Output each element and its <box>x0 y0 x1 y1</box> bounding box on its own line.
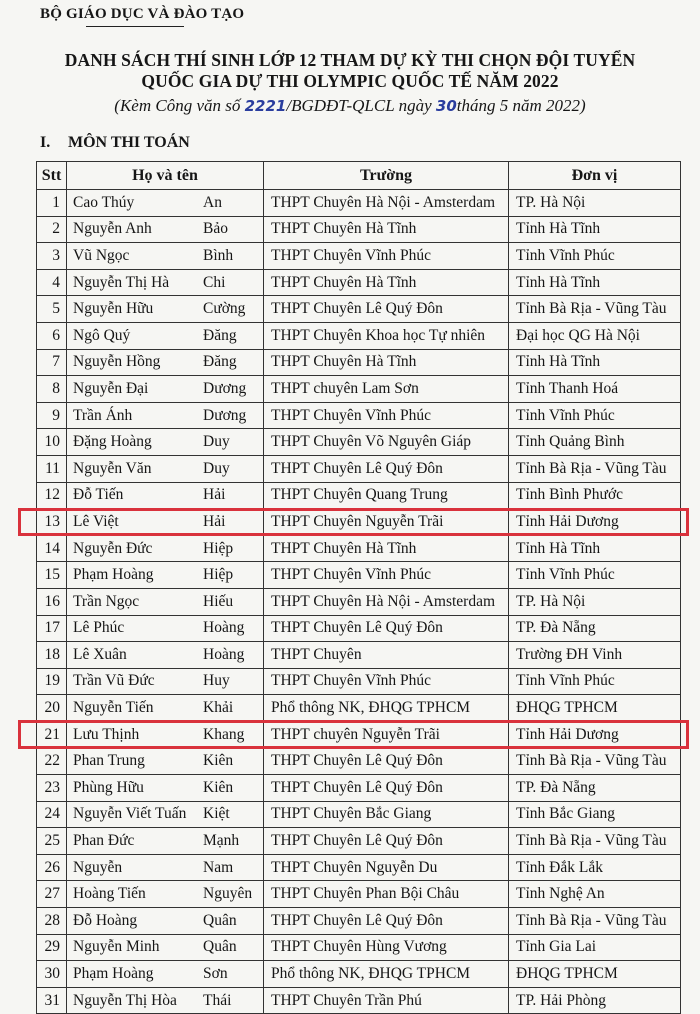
cell-stt: 24 <box>37 801 67 828</box>
cell-given-name: Sơn <box>203 965 228 983</box>
cell-unit: Tỉnh Hà Tĩnh <box>509 269 681 296</box>
cell-name <box>67 216 264 243</box>
candidate-table <box>36 161 681 1014</box>
cell-given-name: Chi <box>203 273 226 291</box>
cell-name <box>67 934 264 961</box>
table-row <box>37 668 681 695</box>
cell-name <box>67 987 264 1014</box>
cell-unit: Tỉnh Bà Rịa - Vũng Tàu <box>509 748 681 775</box>
cell-name <box>67 509 264 536</box>
cell-family-name: Nguyễn Thị Hà <box>73 273 170 291</box>
cell-stt: 31 <box>37 987 67 1014</box>
cell-unit: Tỉnh Thanh Hoá <box>509 376 681 403</box>
cell-stt: 9 <box>37 402 67 429</box>
table-row <box>37 376 681 403</box>
table-row <box>37 828 681 855</box>
cell-family-name: Nguyễn Văn <box>73 459 152 477</box>
cell-stt: 28 <box>37 908 67 935</box>
cell-family-name: Nguyễn Anh <box>73 220 152 238</box>
cell-stt: 25 <box>37 828 67 855</box>
table-row <box>37 322 681 349</box>
cell-school: THPT Chuyên Lê Quý Đôn <box>264 775 509 802</box>
cell-unit: Tỉnh Quảng Bình <box>509 429 681 456</box>
cell-unit: Tỉnh Bà Rịa - Vũng Tàu <box>509 455 681 482</box>
cell-given-name: Hoàng <box>203 645 245 663</box>
cell-name <box>67 402 264 429</box>
cell-stt: 2 <box>37 216 67 243</box>
cell-family-name: Phan Đức <box>73 832 135 850</box>
cell-family-name: Trần Ngọc <box>73 592 140 610</box>
cell-school: THPT Chuyên Lê Quý Đôn <box>264 615 509 642</box>
table-row <box>37 934 681 961</box>
table-row <box>37 535 681 562</box>
cell-family-name: Phạm Hoàng <box>73 566 154 584</box>
cell-family-name: Phạm Hoàng <box>73 965 154 983</box>
cell-unit: Đại học QG Hà Nội <box>509 322 681 349</box>
ministry-underline <box>86 26 184 27</box>
cell-school: THPT Chuyên Hà Tĩnh <box>264 216 509 243</box>
cell-given-name: Kiên <box>203 752 234 770</box>
cell-school: THPT Chuyên Hà Tĩnh <box>264 349 509 376</box>
cell-stt: 27 <box>37 881 67 908</box>
cell-family-name: Đặng Hoàng <box>73 433 152 451</box>
cell-stt: 6 <box>37 322 67 349</box>
cell-unit: TP. Hải Phòng <box>509 987 681 1014</box>
ministry-name: BỘ GIÁO DỤC VÀ ĐÀO TẠO <box>40 6 245 22</box>
cell-given-name: Khải <box>203 699 234 717</box>
table-row <box>37 349 681 376</box>
cell-name <box>67 695 264 722</box>
table-row <box>37 642 681 669</box>
table-row <box>37 854 681 881</box>
handwritten-day: 30 <box>435 97 457 115</box>
cell-given-name: Đăng <box>203 326 237 344</box>
cell-unit: Tỉnh Bình Phước <box>509 482 681 509</box>
cell-family-name: Phan Trung <box>73 752 145 770</box>
cell-family-name: Trần Vũ Đức <box>73 672 155 690</box>
cell-stt: 8 <box>37 376 67 403</box>
cell-name <box>67 243 264 270</box>
table-row <box>37 296 681 323</box>
table-row <box>37 243 681 270</box>
cell-unit: Tỉnh Bắc Giang <box>509 801 681 828</box>
table-row <box>37 695 681 722</box>
table-row <box>37 721 681 748</box>
cell-family-name: Nguyễn Thị Hòa <box>73 991 177 1009</box>
cell-name <box>67 801 264 828</box>
cell-stt: 14 <box>37 535 67 562</box>
cell-given-name: Cường <box>203 300 246 318</box>
cell-unit: Tỉnh Bà Rịa - Vũng Tàu <box>509 828 681 855</box>
cell-stt: 23 <box>37 775 67 802</box>
cell-name <box>67 721 264 748</box>
section-heading <box>40 134 190 152</box>
table-row <box>37 455 681 482</box>
document-subtitle <box>0 96 700 116</box>
cell-family-name: Lê Việt <box>73 512 119 530</box>
handwritten-number: 2221 <box>244 97 287 115</box>
table-row <box>37 588 681 615</box>
cell-family-name: Vũ Ngọc <box>73 246 130 264</box>
cell-school: THPT Chuyên Lê Quý Đôn <box>264 748 509 775</box>
cell-school: THPT Chuyên Nguyễn Du <box>264 854 509 881</box>
cell-unit: ĐHQG TPHCM <box>509 695 681 722</box>
table-row <box>37 562 681 589</box>
table-row <box>37 987 681 1014</box>
cell-stt: 10 <box>37 429 67 456</box>
cell-given-name: Duy <box>203 459 230 477</box>
cell-family-name: Hoàng Tiến <box>73 885 146 903</box>
header-school: Trường <box>264 162 509 190</box>
cell-unit: Tỉnh Hà Tĩnh <box>509 216 681 243</box>
cell-given-name: Hiếu <box>203 592 234 610</box>
cell-name <box>67 269 264 296</box>
cell-stt: 26 <box>37 854 67 881</box>
cell-given-name: Mạnh <box>203 832 240 850</box>
cell-stt: 16 <box>37 588 67 615</box>
cell-given-name: Hiệp <box>203 566 234 584</box>
cell-unit: Tỉnh Vĩnh Phúc <box>509 402 681 429</box>
cell-family-name: Nguyễn Minh <box>73 938 160 956</box>
cell-family-name: Cao Thúy <box>73 193 135 211</box>
cell-family-name: Lê Xuân <box>73 645 127 663</box>
cell-family-name: Nguyễn Tiến <box>73 699 154 717</box>
cell-school: THPT Chuyên Võ Nguyên Giáp <box>264 429 509 456</box>
cell-given-name: Hoàng <box>203 619 245 637</box>
cell-school: THPT Chuyên Vĩnh Phúc <box>264 562 509 589</box>
cell-unit: Tỉnh Bà Rịa - Vũng Tàu <box>509 908 681 935</box>
cell-family-name: Đỗ Hoàng <box>73 911 138 929</box>
cell-school: THPT Chuyên Lê Quý Đôn <box>264 296 509 323</box>
cell-name <box>67 455 264 482</box>
cell-family-name: Nguyễn <box>73 858 123 876</box>
cell-name <box>67 482 264 509</box>
table-row <box>37 881 681 908</box>
cell-unit: Tỉnh Hải Dương <box>509 509 681 536</box>
section-number: I. <box>40 134 51 151</box>
cell-school: THPT Chuyên Hà Nội - Amsterdam <box>264 588 509 615</box>
cell-school: Phổ thông NK, ĐHQG TPHCM <box>264 961 509 988</box>
cell-name <box>67 588 264 615</box>
table-header-row <box>37 162 681 190</box>
cell-family-name: Nguyễn Đức <box>73 539 153 557</box>
cell-unit: TP. Hà Nội <box>509 588 681 615</box>
table-row <box>37 801 681 828</box>
cell-family-name: Ngô Quý <box>73 326 131 344</box>
cell-family-name: Nguyễn Hồng <box>73 353 161 371</box>
table-row <box>37 482 681 509</box>
cell-stt: 29 <box>37 934 67 961</box>
cell-name <box>67 322 264 349</box>
cell-name <box>67 828 264 855</box>
cell-given-name: Bình <box>203 246 234 264</box>
cell-name <box>67 854 264 881</box>
cell-unit: Tỉnh Đắk Lắk <box>509 854 681 881</box>
cell-given-name: Huy <box>203 672 230 690</box>
cell-school: THPT Chuyên Bắc Giang <box>264 801 509 828</box>
cell-stt: 22 <box>37 748 67 775</box>
cell-name <box>67 429 264 456</box>
cell-name <box>67 908 264 935</box>
cell-name <box>67 349 264 376</box>
cell-stt: 15 <box>37 562 67 589</box>
cell-family-name: Nguyễn Đại <box>73 379 149 397</box>
cell-name <box>67 376 264 403</box>
cell-school: THPT Chuyên Vĩnh Phúc <box>264 402 509 429</box>
header-stt: Stt <box>37 162 67 190</box>
cell-school: THPT chuyên Lam Sơn <box>264 376 509 403</box>
cell-stt: 13 <box>37 509 67 536</box>
table-body <box>37 190 681 1014</box>
cell-family-name: Lưu Thịnh <box>73 725 140 743</box>
cell-given-name: Kiệt <box>203 805 230 823</box>
document-title-line-1: DANH SÁCH THÍ SINH LỚP 12 THAM DỰ KỲ THI CHỌN ĐỘI TUYỂN <box>64 50 636 70</box>
cell-school: THPT Chuyên Phan Bội Châu <box>264 881 509 908</box>
cell-stt: 30 <box>37 961 67 988</box>
cell-school: THPT Chuyên Lê Quý Đôn <box>264 828 509 855</box>
cell-unit: Tỉnh Vĩnh Phúc <box>509 562 681 589</box>
cell-school: THPT Chuyên Lê Quý Đôn <box>264 455 509 482</box>
cell-given-name: Quân <box>203 938 237 956</box>
cell-given-name: Duy <box>203 433 230 451</box>
cell-school: THPT Chuyên Nguyễn Trãi <box>264 509 509 536</box>
table-row <box>37 961 681 988</box>
cell-school: THPT Chuyên <box>264 642 509 669</box>
cell-unit: ĐHQG TPHCM <box>509 961 681 988</box>
table-row <box>37 615 681 642</box>
cell-unit: Tỉnh Vĩnh Phúc <box>509 243 681 270</box>
table-row <box>37 748 681 775</box>
cell-unit: Tỉnh Nghệ An <box>509 881 681 908</box>
cell-name <box>67 775 264 802</box>
subtitle-suffix: tháng 5 năm 2022) <box>456 96 586 115</box>
cell-name <box>67 961 264 988</box>
cell-school: THPT Chuyên Trần Phú <box>264 987 509 1014</box>
subtitle-prefix: (Kèm Công văn số <box>114 96 241 115</box>
table-row <box>37 269 681 296</box>
header-name: Họ và tên <box>67 162 264 190</box>
subtitle-middle: /BGDĐT-QLCL ngày <box>286 96 432 115</box>
cell-school: THPT Chuyên Lê Quý Đôn <box>264 908 509 935</box>
cell-unit: Tỉnh Hải Dương <box>509 721 681 748</box>
cell-unit: Trường ĐH Vinh <box>509 642 681 669</box>
header-unit: Đơn vị <box>509 162 681 190</box>
table-row <box>37 190 681 217</box>
cell-unit: Tỉnh Vĩnh Phúc <box>509 668 681 695</box>
cell-school: THPT Chuyên Hà Nội - Amsterdam <box>264 190 509 217</box>
table-row <box>37 216 681 243</box>
cell-given-name: Hải <box>203 512 226 530</box>
cell-given-name: Thái <box>203 991 232 1009</box>
cell-school: THPT Chuyên Hà Tĩnh <box>264 269 509 296</box>
cell-family-name: Đỗ Tiến <box>73 486 124 504</box>
cell-given-name: Khang <box>203 725 245 743</box>
table-row <box>37 429 681 456</box>
cell-unit: TP. Đà Nẵng <box>509 775 681 802</box>
cell-given-name: Nguyên <box>203 885 253 903</box>
cell-school: THPT Chuyên Khoa học Tự nhiên <box>264 322 509 349</box>
cell-family-name: Lê Phúc <box>73 619 125 637</box>
table-row <box>37 775 681 802</box>
cell-given-name: Dương <box>203 406 247 424</box>
cell-name <box>67 642 264 669</box>
cell-stt: 5 <box>37 296 67 323</box>
cell-unit: Tỉnh Hà Tĩnh <box>509 349 681 376</box>
cell-school: THPT Chuyên Vĩnh Phúc <box>264 668 509 695</box>
cell-name <box>67 615 264 642</box>
cell-unit: TP. Hà Nội <box>509 190 681 217</box>
cell-stt: 3 <box>37 243 67 270</box>
table-row <box>37 509 681 536</box>
cell-school: Phổ thông NK, ĐHQG TPHCM <box>264 695 509 722</box>
cell-stt: 18 <box>37 642 67 669</box>
cell-name <box>67 190 264 217</box>
cell-name <box>67 296 264 323</box>
cell-given-name: Nam <box>203 858 234 876</box>
cell-school: THPT chuyên Nguyễn Trãi <box>264 721 509 748</box>
cell-given-name: Dương <box>203 379 247 397</box>
cell-school: THPT Chuyên Vĩnh Phúc <box>264 243 509 270</box>
cell-given-name: Hải <box>203 486 226 504</box>
table-row <box>37 402 681 429</box>
cell-school: THPT Chuyên Hùng Vương <box>264 934 509 961</box>
cell-family-name: Phùng Hữu <box>73 778 144 796</box>
cell-given-name: Hiệp <box>203 539 234 557</box>
cell-stt: 17 <box>37 615 67 642</box>
cell-unit: Tỉnh Hà Tĩnh <box>509 535 681 562</box>
cell-stt: 7 <box>37 349 67 376</box>
cell-unit: Tỉnh Gia Lai <box>509 934 681 961</box>
cell-unit: Tỉnh Bà Rịa - Vũng Tàu <box>509 296 681 323</box>
cell-unit: TP. Đà Nẵng <box>509 615 681 642</box>
cell-family-name: Nguyễn Viết Tuấn <box>73 805 187 823</box>
cell-name <box>67 748 264 775</box>
cell-stt: 4 <box>37 269 67 296</box>
cell-family-name: Trần Ánh <box>73 406 133 424</box>
cell-school: THPT Chuyên Hà Tĩnh <box>264 535 509 562</box>
cell-name <box>67 668 264 695</box>
cell-given-name: Đăng <box>203 353 237 371</box>
cell-stt: 11 <box>37 455 67 482</box>
cell-stt: 1 <box>37 190 67 217</box>
cell-name <box>67 535 264 562</box>
cell-stt: 20 <box>37 695 67 722</box>
cell-given-name: An <box>203 193 222 211</box>
cell-stt: 21 <box>37 721 67 748</box>
cell-given-name: Quân <box>203 911 237 929</box>
cell-given-name: Kiên <box>203 778 234 796</box>
cell-school: THPT Chuyên Quang Trung <box>264 482 509 509</box>
table-row <box>37 908 681 935</box>
cell-stt: 19 <box>37 668 67 695</box>
section-title: MÔN THI TOÁN <box>68 134 190 151</box>
cell-name <box>67 562 264 589</box>
cell-name <box>67 881 264 908</box>
document-title-line-2: QUỐC GIA DỰ THI OLYMPIC QUỐC TẾ NĂM 2022 <box>141 71 559 91</box>
cell-stt: 12 <box>37 482 67 509</box>
cell-given-name: Bảo <box>203 220 228 238</box>
cell-family-name: Nguyễn Hữu <box>73 300 154 318</box>
